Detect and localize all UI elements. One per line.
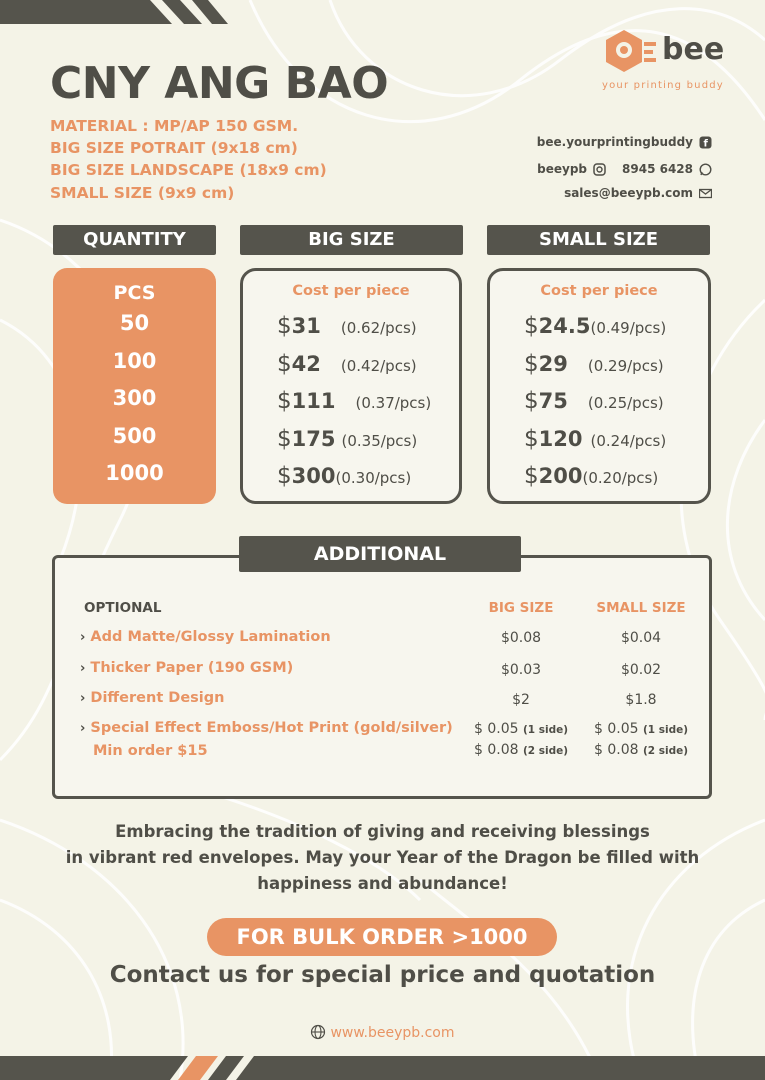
cost-per-piece-label: Cost per piece: [292, 283, 410, 299]
quantity-row: 500: [112, 424, 157, 448]
phone-number[interactable]: 8945 6428: [622, 162, 693, 176]
quantity-row: 50: [119, 311, 150, 335]
small-price-row: $120 (0.24/pcs): [524, 426, 667, 452]
chevron-right-icon: ›: [80, 661, 86, 676]
special-price-big-1side: $ 0.05 (1 side): [473, 721, 569, 737]
quantity-row: 1000: [105, 461, 164, 485]
special-price-big-2side: $ 0.08 (2 side): [473, 742, 569, 758]
header-quantity: QUANTITY: [53, 225, 216, 255]
quantity-row: 100: [112, 349, 157, 373]
svg-text:f: f: [703, 138, 708, 149]
header-big-size: BIG SIZE: [240, 225, 463, 255]
big-price-row: $111 (0.37/pcs): [277, 388, 432, 414]
contact-email[interactable]: [564, 186, 712, 200]
cost-per-piece-label: Cost per piece: [540, 283, 658, 299]
bulk-order-badge: FOR BULK ORDER >1000: [207, 918, 557, 956]
option-special-effect: › Special Effect Emboss/Hot Print (gold/silver): [80, 720, 453, 736]
small-price-row: $29 (0.29/pcs): [524, 351, 664, 377]
additional-header: ADDITIONAL: [239, 536, 521, 572]
small-price-row: $24.5(0.49/pcs): [524, 313, 667, 339]
option-price-big: $2: [512, 692, 530, 708]
big-size-price-box: [240, 268, 462, 504]
option-price-small: $1.8: [625, 692, 657, 708]
bottom-stripes-decoration: [0, 1054, 765, 1080]
brand-tagline: your printing buddy: [602, 80, 724, 91]
quantity-column: [53, 268, 216, 504]
contact-us-line: Contact us for special price and quotation: [109, 962, 656, 988]
contact-facebook[interactable]: [537, 135, 712, 149]
chevron-right-icon: ›: [80, 691, 86, 706]
option-lamination: › Add Matte/Glossy Lamination: [80, 629, 331, 645]
mail-icon: [699, 187, 712, 200]
brand-name: bee: [662, 32, 725, 67]
facebook-icon: [699, 136, 712, 149]
header-small-size: SMALL SIZE: [487, 225, 710, 255]
globe-icon: [310, 1024, 326, 1040]
option-thicker-paper: › Thicker Paper (190 GSM): [80, 660, 294, 676]
page-title: CNY ANG BAO: [50, 58, 389, 109]
big-size-column-header: BIG SIZE: [488, 600, 554, 616]
facebook-handle: bee.yourprintingbuddy: [536, 135, 693, 149]
bee-hexagon-icon: [600, 28, 660, 74]
spec-material: MATERIAL : MP/AP 150 GSM.: [50, 117, 299, 135]
whatsapp-icon: [699, 163, 712, 176]
email-address: sales@beeypb.com: [564, 186, 693, 200]
big-price-row: $31 (0.62/pcs): [277, 313, 417, 339]
message-line: happiness and abundance!: [257, 874, 508, 893]
quantity-row: 300: [112, 386, 157, 410]
big-price-row: $42 (0.42/pcs): [277, 351, 417, 377]
chevron-right-icon: ›: [80, 630, 86, 645]
spec-big-portrait: BIG SIZE POTRAIT (9x18 cm): [50, 139, 298, 157]
pcs-label: PCS: [113, 282, 156, 304]
small-size-column-header: SMALL SIZE: [596, 600, 686, 616]
top-stripes-decoration: [0, 0, 240, 26]
website-url: www.beeypb.com: [330, 1025, 455, 1041]
message-line: in vibrant red envelopes. May your Year of the Dragon be filled with: [65, 848, 700, 867]
message-line: Embracing the tradition of giving and receiving blessings: [115, 822, 650, 841]
small-price-row: $75 (0.25/pcs): [524, 388, 664, 414]
brand-logo: [600, 28, 740, 98]
spec-small: SMALL SIZE (9x9 cm): [50, 184, 235, 202]
small-size-price-box: [487, 268, 711, 504]
contact-instagram-phone: [537, 162, 712, 176]
website-link[interactable]: [0, 1024, 765, 1041]
spec-big-landscape: BIG SIZE LANDSCAPE (18x9 cm): [50, 161, 327, 179]
option-min-order: Min order $15: [93, 743, 208, 759]
option-price-small: $0.02: [620, 662, 662, 678]
option-different-design: › Different Design: [80, 690, 225, 706]
optional-column-header: OPTIONAL: [84, 600, 162, 616]
chevron-right-icon: ›: [80, 721, 86, 736]
small-price-row: $200(0.20/pcs): [524, 463, 659, 489]
big-price-row: $300(0.30/pcs): [277, 463, 412, 489]
instagram-icon: [593, 163, 606, 176]
special-price-small-2side: $ 0.08 (2 side): [593, 742, 689, 758]
instagram-handle[interactable]: beeypb: [537, 162, 588, 176]
option-price-big: $0.08: [500, 630, 542, 646]
option-price-big: $0.03: [500, 662, 542, 678]
special-price-small-1side: $ 0.05 (1 side): [593, 721, 689, 737]
option-price-small: $0.04: [620, 630, 662, 646]
big-price-row: $175 (0.35/pcs): [277, 426, 418, 452]
